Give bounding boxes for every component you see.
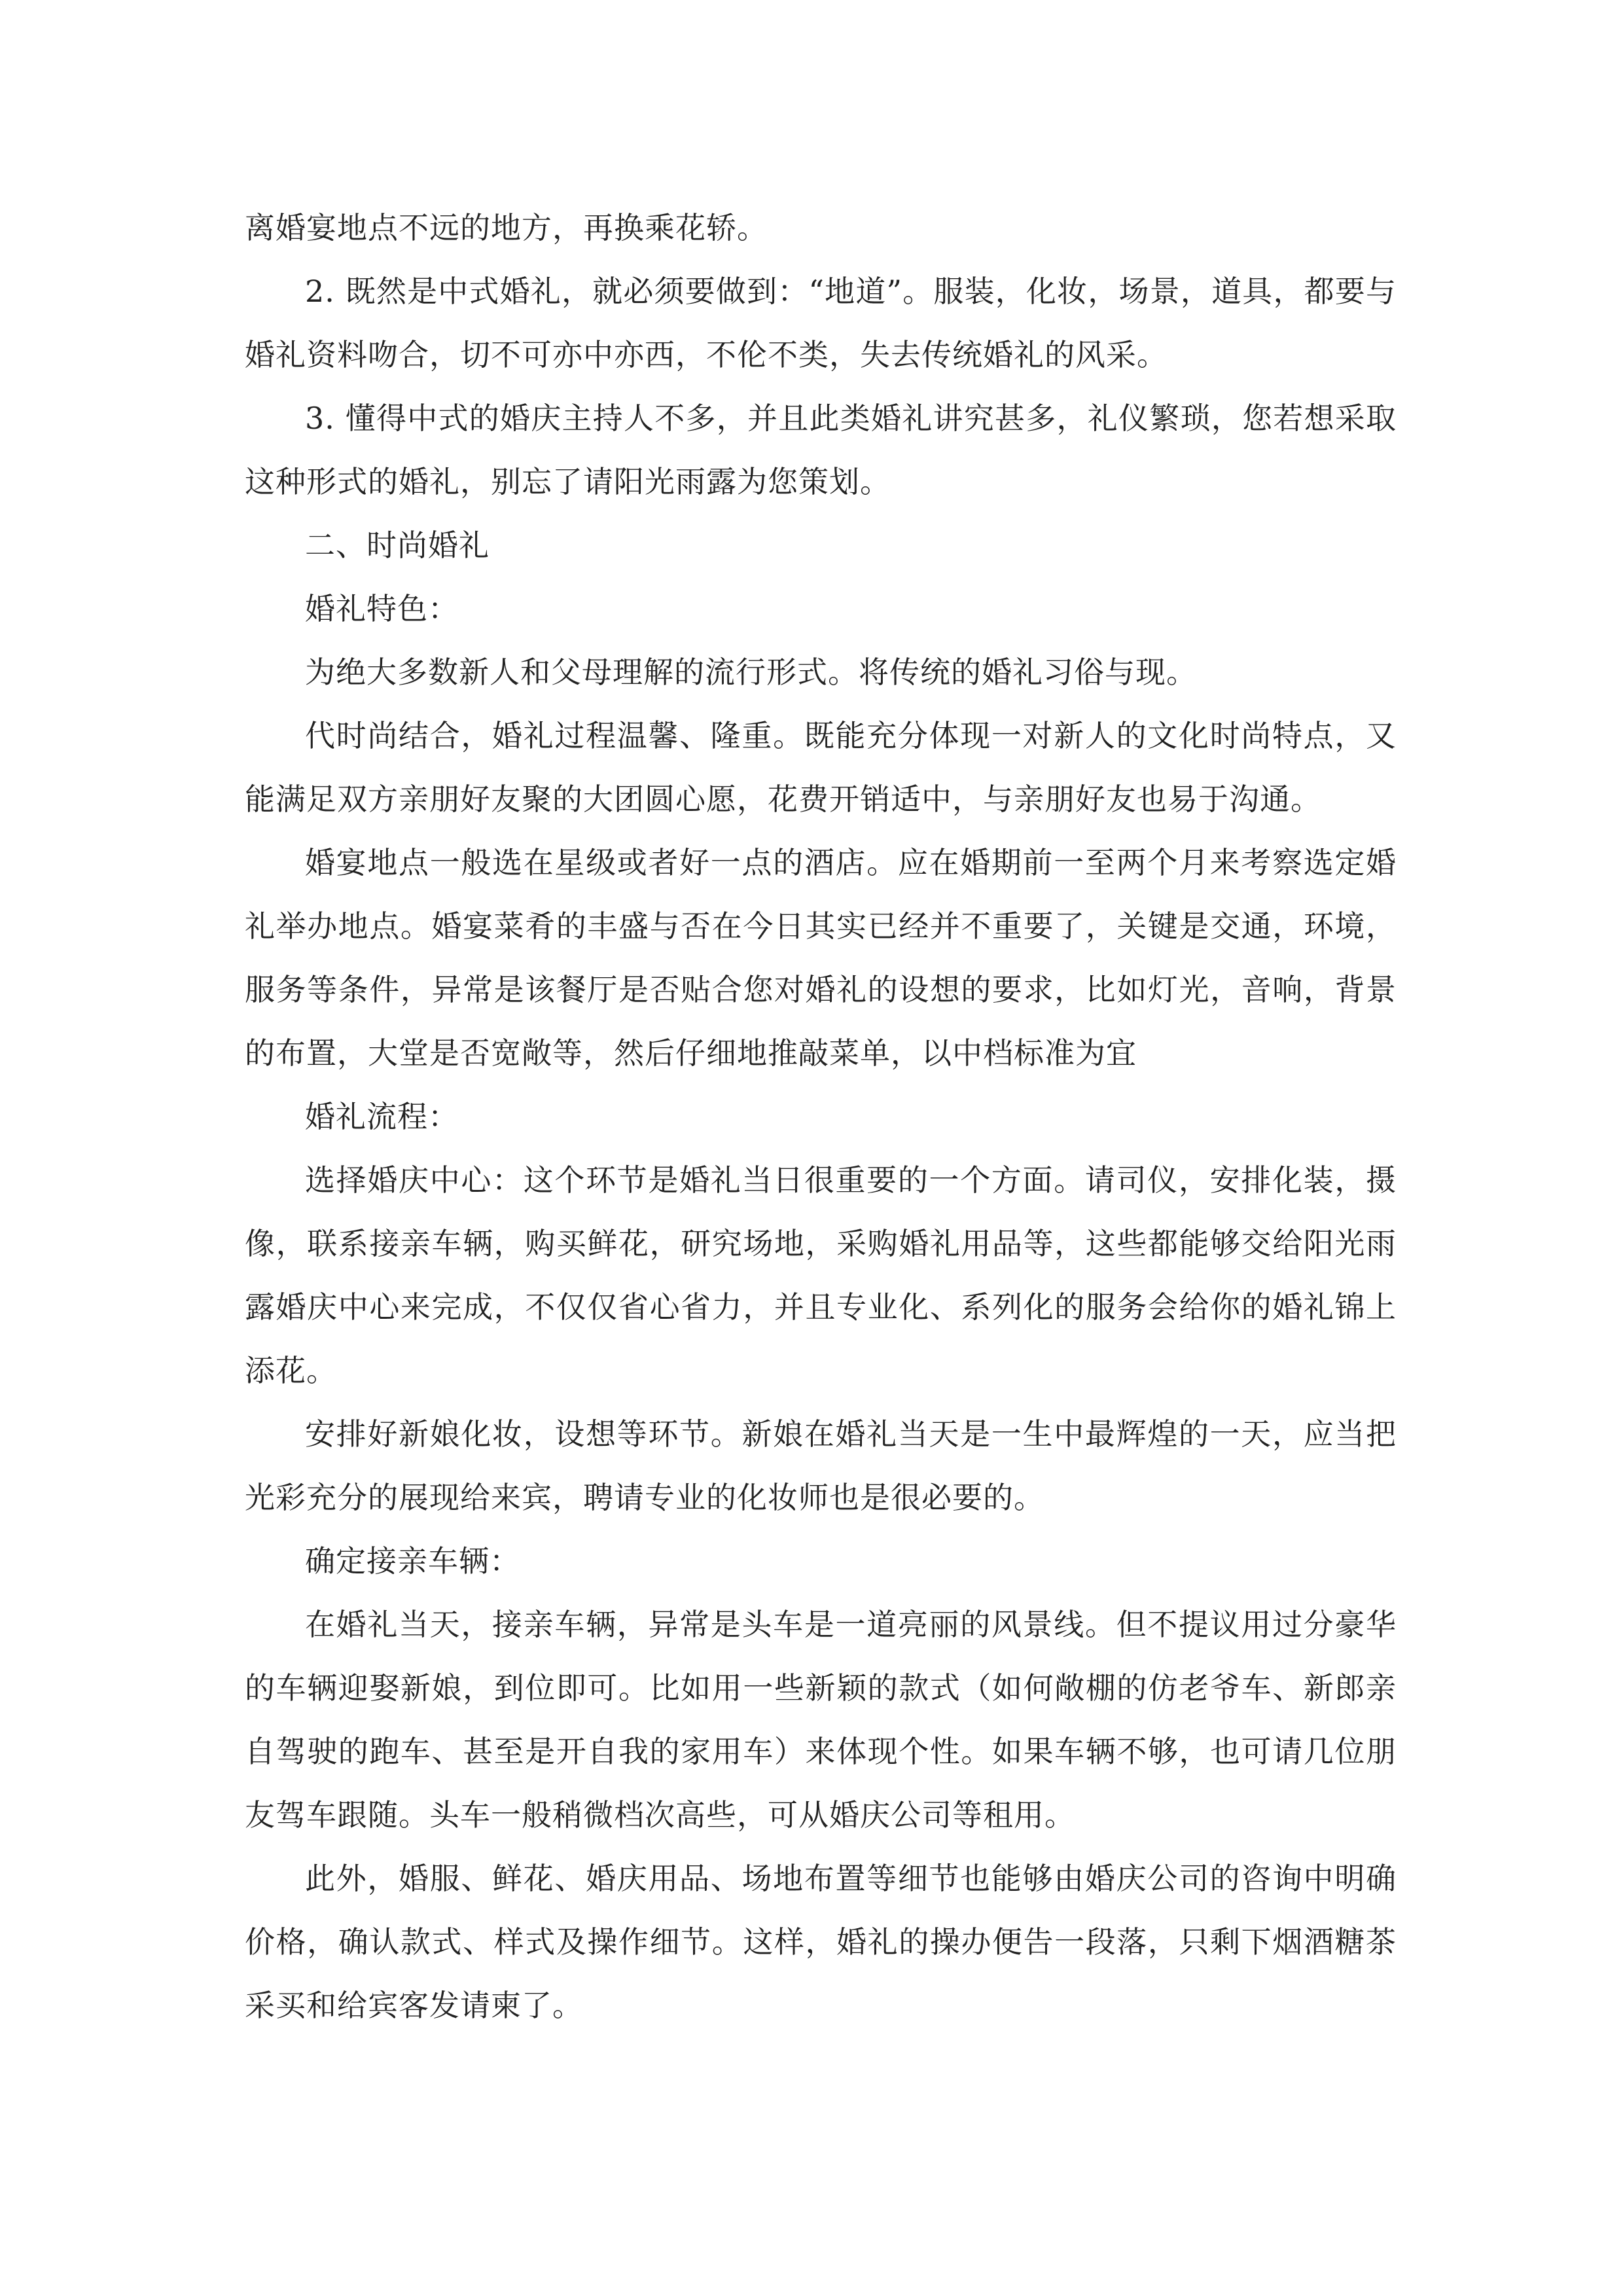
paragraph-popular-form: 为绝大多数新人和父母理解的流行形式。将传统的婚礼习俗与现。: [305, 655, 1197, 690]
subheading-wedding-features: 婚礼特色：: [305, 591, 459, 626]
subheading-wedding-process: 婚礼流程：: [305, 1099, 459, 1134]
paragraph-other-details: 此外，婚服、鲜花、婚庆用品、场地布置等细节也能够由婚庆公司的咨询中明确价格，确认款式、样式及操作细节。这样，婚礼的操办便告一段落，只剩下烟酒糖茶采买和给宾客发请柬了。: [245, 1861, 1397, 2023]
paragraph-modern-fashion: 代时尚结合，婚礼过程温馨、隆重。既能充分体现一对新人的文化时尚特点，又能满足双方亲朋好友聚的大团圆心愿，花费开销适中，与亲朋好友也易于沟通。: [245, 718, 1397, 817]
subheading-wedding-cars: 确定接亲车辆：: [305, 1543, 520, 1579]
paragraph-item-2: 2. 既然是中式婚礼，就必须要做到：“地道”。服装，化妆，场景，道具，都要与婚礼资料吻合，切不可亦中亦西，不伦不类，失去传统婚礼的风采。: [245, 274, 1397, 372]
paragraph-makeup: 安排好新娘化妆，设想等环节。新娘在婚礼当天是一生中最辉煌的一天，应当把光彩充分的展现给来宾，聘请专业的化妆师也是很必要的。: [245, 1416, 1397, 1515]
paragraph-venue: 婚宴地点一般选在星级或者好一点的酒店。应在婚期前一至两个月来考察选定婚礼举办地点。婚宴菜肴的丰盛与否在今日其实已经并不重要了，关键是交通，环境，服务等条件，异常是该餐厅是否贴合您对婚礼的设想的要求，比如灯光，音响，背景的布置，大堂是否宽敞等，然后仔细地推敲菜单，以中档标准为宜: [245, 845, 1397, 1071]
paragraph-item-3: 3. 懂得中式的婚庆主持人不多，并且此类婚礼讲究甚多，礼仪繁琐，您若想采取这种形式的婚礼，别忘了请阳光雨露为您策划。: [245, 401, 1397, 499]
paragraph-continuation: 离婚宴地点不远的地方，再换乘花轿。: [245, 210, 768, 245]
document-body: [245, 196, 1397, 2037]
paragraph-choose-center: 选择婚庆中心：这个环节是婚礼当日很重要的一个方面。请司仪，安排化装，摄像，联系接亲车辆，购买鲜花，研究场地，采购婚礼用品等，这些都能够交给阳光雨露婚庆中心来完成，不仅仅省心省力，并且专业化、系列化的服务会给你的婚礼锦上添花。: [245, 1162, 1397, 1388]
paragraph-cars: 在婚礼当天，接亲车辆，异常是头车是一道亮丽的风景线。但不提议用过分豪华的车辆迎娶新娘，到位即可。比如用一些新颖的款式（如何敞棚的仿老爷车、新郎亲自驾驶的跑车、甚至是开自我的家用车）来体现个性。如果车辆不够，也可请几位朋友驾车跟随。头车一般稍微档次高些，可从婚庆公司等租用。: [245, 1607, 1397, 1833]
section-heading-fashion-wedding: 二、时尚婚礼: [305, 528, 490, 563]
